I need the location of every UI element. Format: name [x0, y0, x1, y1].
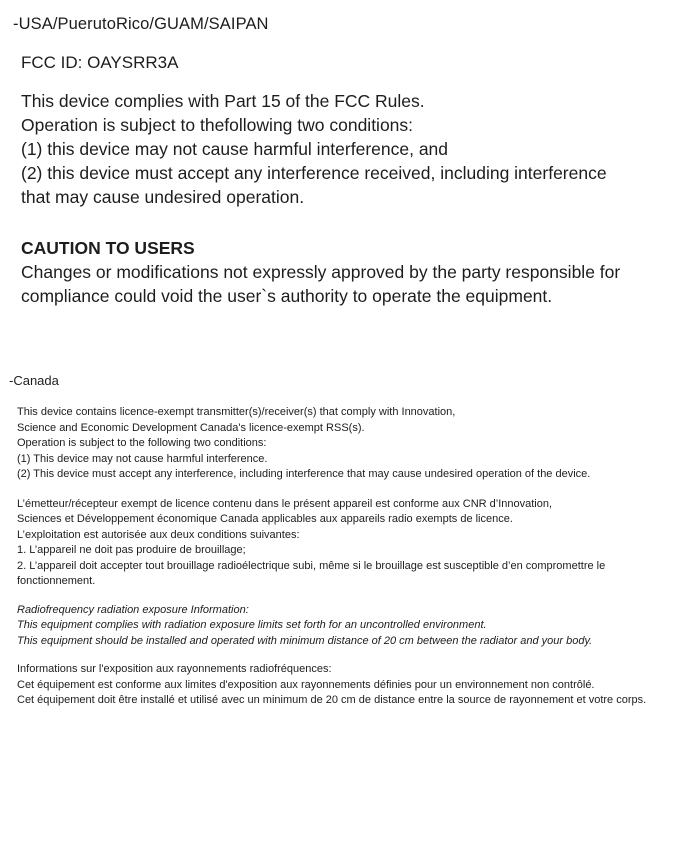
ised-french-line: 2. L’appareil doit accepter tout brouillage radioélectrique subi, même si le brouillage est susceptible d’en compromettre le [17, 559, 606, 572]
ised-english-line: Operation is subject to the following two conditions: [17, 437, 267, 449]
ised-french-line: fonctionnement. [17, 575, 96, 587]
rf-exposure-fr-line: Cet équipement doit être installé et utilisé avec un minimum de 20 cm de distance entre la source de rayonnement et votre corps. [17, 694, 647, 706]
region-heading-canada: -Canada [9, 373, 59, 388]
fcc-part15-line: Operation is subject to thefollowing two conditions: [21, 115, 414, 135]
ised-english-line: Science and Economic Development Canada's licence-exempt RSS(s). [17, 421, 365, 434]
ised-french-line: Sciences et Développement économique Canada applicables aux appareils radio exempts de licence. [17, 513, 513, 525]
fcc-part15-line: (2) this device must accept any interference received, including interference [21, 163, 607, 183]
fcc-part15-line: that may cause undesired operation. [21, 187, 305, 207]
caution-heading: CAUTION TO USERS [21, 238, 195, 258]
rf-exposure-fr-line: Informations sur l'exposition aux rayonnements radiofréquences: [17, 663, 332, 675]
fcc-part15-line: (1) this device may not cause harmful interference, and [21, 139, 449, 159]
rf-exposure-french-statement [17, 662, 684, 709]
fcc-part15-statement [21, 89, 684, 209]
ised-english-line: This device contains licence-exempt transmitter(s)/receiver(s) that comply with Innovation, [17, 406, 456, 418]
rf-exposure-en-line: Radiofrequency radiation exposure Information: [17, 603, 249, 616]
caution-line: Changes or modifications not expressly approved by the party responsible for [21, 262, 621, 282]
caution-line: compliance could void the user`s authority to operate the equipment. [21, 286, 553, 306]
rf-exposure-en-line: This equipment complies with radiation exposure limits set forth for an uncontrolled environment. [17, 619, 487, 631]
fcc-part15-line: This device complies with Part 15 of the FCC Rules. [21, 91, 425, 111]
rf-exposure-fr-line: Cet équipement est conforme aux limites d'exposition aux rayonnements définies pour un environnement non contrôlé. [17, 678, 595, 691]
rf-exposure-en-line: This equipment should be installed and operated with minimum distance of 20 cm between the radiator and your body. [17, 634, 593, 647]
ised-french-statement [17, 497, 684, 590]
ised-english-line: (2) This device must accept any interference, including interference that may cause undesired operation of the device. [17, 468, 591, 480]
region-heading-usa: -USA/PuerutoRico/GUAM/SAIPAN [13, 15, 269, 33]
ised-french-line: L’émetteur/récepteur exempt de licence contenu dans le présent appareil est conforme aux CNR d’Innovation, [17, 497, 553, 510]
rf-exposure-english-statement [17, 603, 684, 650]
caution-statement [21, 260, 684, 308]
fcc-id-line: FCC ID: OAYSRR3A [21, 53, 179, 72]
ised-french-line: 1. L’appareil ne doit pas produire de brouillage; [17, 544, 246, 556]
ised-french-line: L’exploitation est autorisée aux deux conditions suivantes: [17, 528, 300, 541]
ised-english-line: (1) This device may not cause harmful interference. [17, 452, 268, 465]
ised-english-statement [17, 405, 684, 483]
